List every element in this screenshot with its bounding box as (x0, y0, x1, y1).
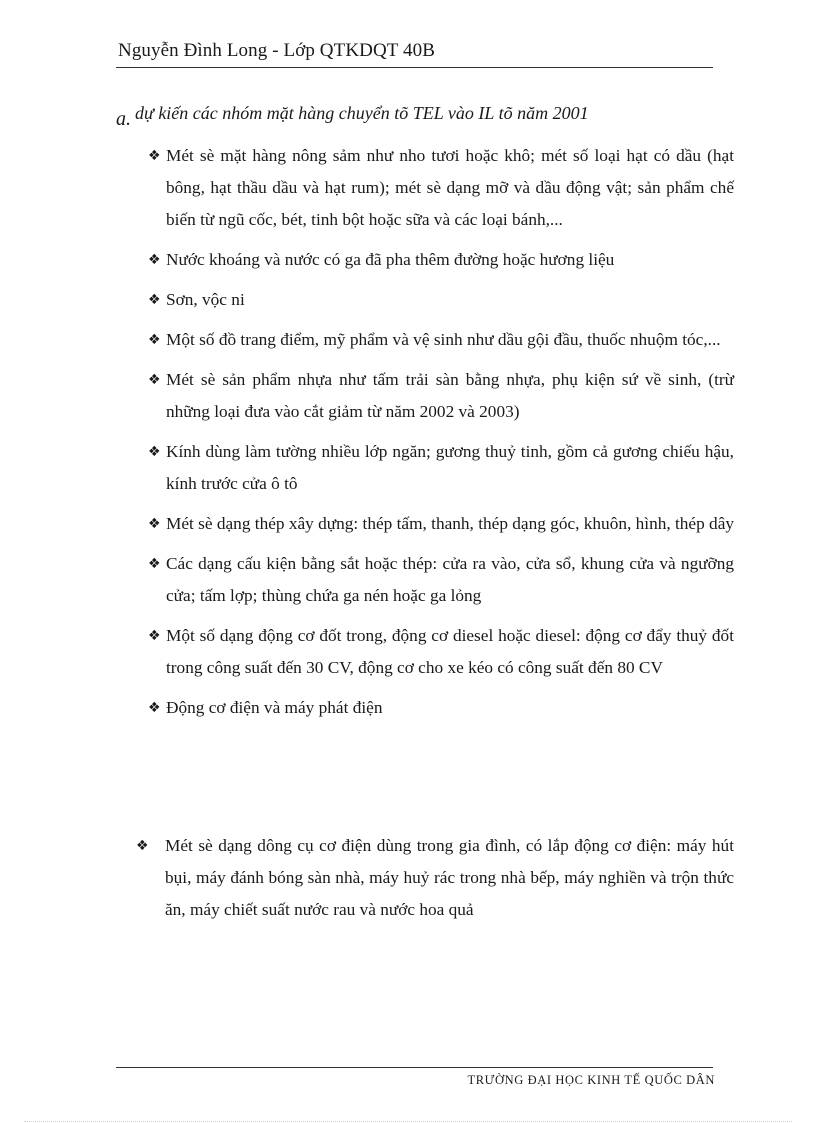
diamond-bullet-icon: ❖ (148, 148, 161, 164)
list-item-text: Một số đồ trang điểm, mỹ phẩm và vệ sinh như dầu gội đầu, thuốc nhuộm tóc,... (166, 330, 721, 349)
header-divider (116, 67, 713, 68)
section-heading (116, 102, 589, 130)
section-title: dự kiến các nhóm mặt hàng chuyển tõ TEL vào IL tõ năm 2001 (135, 103, 589, 123)
diamond-bullet-icon: ❖ (148, 516, 161, 532)
list-item (148, 324, 734, 356)
list-item (148, 620, 734, 684)
diamond-bullet-icon: ❖ (148, 444, 161, 460)
list-item-text: Kính dùng làm tường nhiều lớp ngăn; gương thuỷ tinh, gồm cả gương chiếu hậu, kính trước cửa ô tô (166, 442, 734, 493)
list-item (148, 244, 734, 276)
list-item-text: Các dạng cấu kiện bằng sắt hoặc thép: cửa ra vào, cửa sổ, khung cửa và ngưỡng cửa; tấm lợp; thùng chứa ga nén hoặc ga lỏng (166, 554, 734, 605)
list-item (148, 436, 734, 500)
list-item-text: Động cơ điện và máy phát điện (166, 698, 383, 717)
diamond-bullet-icon: ❖ (148, 292, 161, 308)
list-item (148, 548, 734, 612)
list-item-text: Mét sè dạng thép xây dựng: thép tấm, thanh, thép dạng góc, khuôn, hình, thép dây (166, 514, 735, 533)
diamond-bullet-icon: ❖ (148, 556, 161, 572)
diamond-bullet-icon: ❖ (136, 838, 149, 854)
list-item (148, 140, 734, 236)
diamond-bullet-icon: ❖ (148, 372, 161, 388)
page-edge-divider (24, 1121, 792, 1122)
footer-university-name: TRƯỜNG ĐẠI HỌC KINH TẾ QUỐC DÂN (467, 1073, 715, 1087)
diamond-bullet-icon: ❖ (148, 700, 161, 716)
list-item (148, 364, 734, 428)
section-marker: a. (116, 108, 131, 130)
list-item-outdented (136, 830, 734, 926)
product-group-list (148, 140, 734, 732)
list-item-text: Một số dạng động cơ đốt trong, động cơ diesel hoặc diesel: động cơ đẩy thuỷ đốt trong công suất đến 30 CV, động cơ cho xe kéo có công suất đến 80 CV (166, 626, 734, 677)
diamond-bullet-icon: ❖ (148, 252, 161, 268)
header-title: Nguyễn Đình Long - Lớp QTKDQT 40B (118, 40, 435, 61)
list-item-text: Mét sè dạng dông cụ cơ điện dùng trong gia đình, có lắp động cơ điện: máy hút bụi, máy đánh bóng sàn nhà, máy huỷ rác trong nhà bếp, máy nghiền và trộn thức ăn, máy chiết suất nước rau và nước hoa quả (165, 836, 734, 919)
footer-divider (116, 1067, 713, 1068)
list-item (148, 508, 734, 540)
list-item (148, 692, 734, 724)
diamond-bullet-icon: ❖ (148, 628, 161, 644)
list-item-text: Nước khoáng và nước có ga đã pha thêm đường hoặc hương liệu (166, 250, 615, 269)
diamond-bullet-icon: ❖ (148, 332, 161, 348)
list-item-text: Mét sè mặt hàng nông sảm như nho tươi hoặc khô; mét số loại hạt có dầu (hạt bông, hạt thầu dầu và hạt rum); mét sè dạng mỡ và dầu động vật; sản phẩm chế biến từ ngũ cốc, bét, tinh bột hoặc sữa và các loại bánh,... (166, 146, 734, 229)
list-item-text: Sơn, vộc ni (166, 290, 245, 309)
list-item-text: Mét sè sản phẩm nhựa như tấm trải sàn bằng nhựa, phụ kiện sứ về sinh, (trừ những loại đưa vào cắt giảm từ năm 2002 và 2003) (166, 370, 734, 421)
list-item (148, 284, 734, 316)
